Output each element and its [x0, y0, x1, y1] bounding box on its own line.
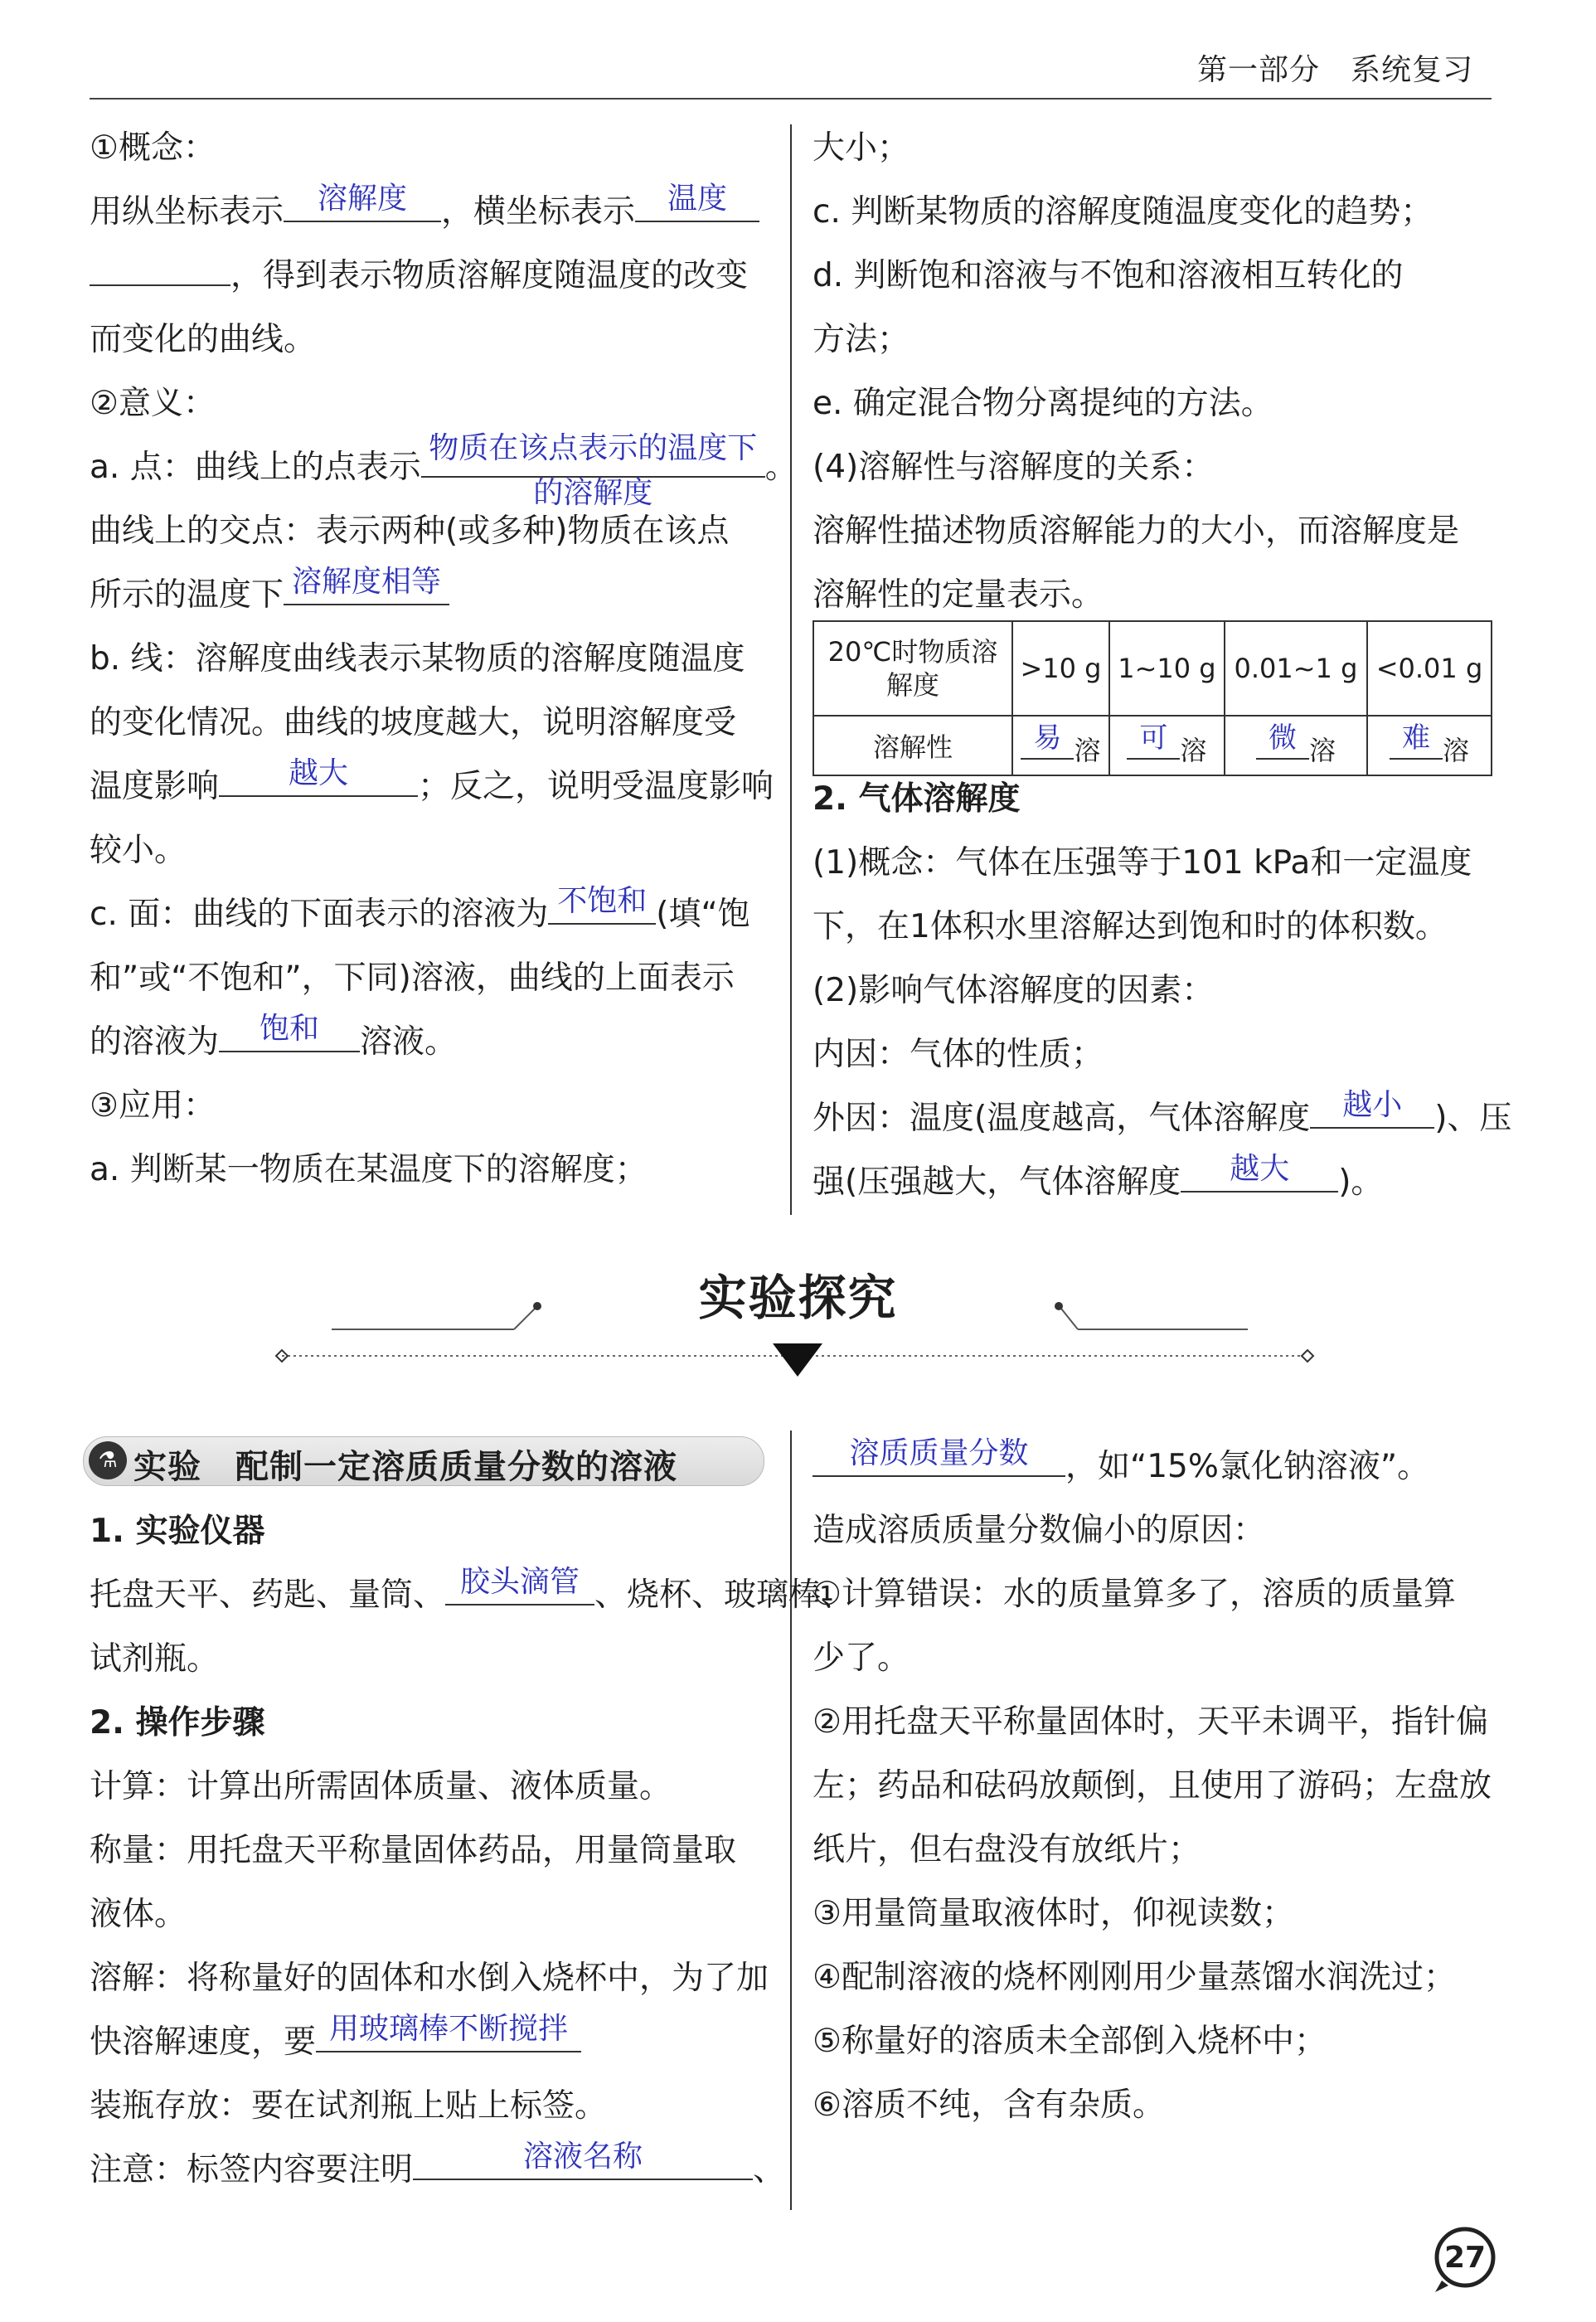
table-cell: <0.01 g	[1367, 621, 1492, 716]
gas-line-5: 外因：温度(温度越高，气体溶解度 越小 )、压	[813, 1088, 1512, 1137]
gas-title: 2. 气体溶解度	[813, 780, 1021, 818]
table-cell: 微 溶	[1225, 716, 1367, 775]
face-line-3: 的溶液为 饱和 溶液。	[90, 1012, 458, 1061]
right-line-4: 方法；	[813, 321, 910, 358]
cause-3: ③用量筒量取液体时，仰视读数；	[813, 1895, 1294, 1932]
table-row-label: 溶解性	[813, 716, 1012, 775]
fraction-line: 溶质质量分数 ，如“15%氯化钠溶液”。	[813, 1435, 1497, 1499]
answer-blank-stir[interactable]: 用玻璃棒不断搅拌	[316, 2014, 581, 2052]
table-cell: 可 溶	[1109, 716, 1225, 775]
right-line-2: c. 判断某物质的溶解度随温度变化的趋势；	[813, 193, 1433, 231]
right-line-6: (4)溶解性与溶解度的关系：	[813, 449, 1215, 486]
line-section-1: b. 线：溶解度曲线表示某物质的溶解度随温度	[90, 640, 745, 678]
solubility-table	[813, 620, 1492, 776]
cause-1a: ①计算错误：水的质量算多了，溶质的质量算	[813, 1576, 1456, 1613]
gas-section	[813, 767, 1512, 1214]
bottom-left-column	[90, 1499, 854, 2202]
cause-4: ④配制溶液的烧杯刚刚用少量蒸馏水润洗过；	[813, 1959, 1456, 1996]
cross-line-2: 所示的温度下 溶解度相等	[90, 563, 769, 627]
table-row	[813, 621, 1492, 716]
answer-blank-soluble[interactable]: 可	[1127, 723, 1180, 760]
cause-6: ⑥溶质不纯，含有杂质。	[813, 2086, 1165, 2124]
cause-2c: 纸片，但右盘没有放纸片；	[813, 1831, 1201, 1868]
instruments-line-1: 托盘天平、药匙、量筒、 胶头滴管 、烧杯、玻璃棒、	[90, 1565, 854, 1614]
concept-line-2: ，得到表示物质溶解度随温度的改变	[90, 244, 769, 308]
application-a: a. 判断某一物质在某温度下的溶解度；	[90, 1151, 648, 1188]
continued-blank	[90, 248, 230, 286]
line-section-4: 较小。	[90, 832, 187, 869]
cross-line-1: 曲线上的交点：表示两种(或多种)物质在该点	[90, 512, 730, 550]
step-dissolve-2: 快溶解速度，要 用玻璃棒不断搅拌	[90, 2010, 769, 2074]
answer-blank-solubility[interactable]: 溶解度	[284, 184, 441, 222]
instruments-line-2: 试剂瓶。	[90, 1640, 220, 1678]
application-label: ③应用：	[90, 1087, 216, 1125]
step-calculate: 计算：计算出所需固体质量、液体质量。	[90, 1768, 672, 1805]
gas-line-4: 内因：气体的性质；	[813, 1036, 1104, 1073]
table-cell: 易 溶	[1012, 716, 1109, 775]
table-cell: 0.01~1 g	[1225, 621, 1367, 716]
answer-blank-gas-temp[interactable]: 越小	[1310, 1091, 1434, 1129]
table-cell: 难 溶	[1367, 716, 1492, 775]
top-right-column	[813, 116, 1497, 627]
gas-line-2: 下，在1体积水里溶解达到饱和时的体积数。	[813, 908, 1448, 945]
experiment-title-bar	[83, 1436, 764, 1486]
top-left-column	[90, 116, 798, 1202]
answer-blank-saturated[interactable]: 饱和	[219, 1014, 360, 1052]
answer-blank-cross[interactable]: 溶解度相等	[284, 567, 449, 605]
cause-2b: 左；药品和砝码放颠倒，且使用了游码；左盘放	[813, 1767, 1492, 1805]
point-line: a. 点：曲线上的点表示 物质在该点表示的温度下的溶解度 。	[90, 431, 798, 510]
answer-blank-dropper[interactable]: 胶头滴管	[445, 1567, 594, 1605]
step-store: 装瓶存放：要在试剂瓶上贴上标签。	[90, 2087, 608, 2125]
step-weigh-2: 液体。	[90, 1896, 187, 1933]
answer-blank-point[interactable]: 物质在该点表示的温度下的溶解度	[421, 440, 765, 478]
answer-blank-solution-name[interactable]: 溶液名称	[413, 2142, 753, 2180]
face-line-2: 和”或“不饱和”，下同)溶液，曲线的上面表示	[90, 959, 735, 997]
gas-line-3: (2)影响气体溶解度的因素：	[813, 972, 1215, 1009]
page-number-badge	[1430, 2222, 1497, 2289]
answer-blank-gas-pressure[interactable]: 越大	[1181, 1154, 1338, 1193]
step-dissolve-1: 溶解：将称量好的固体和水倒入烧杯中，为了加	[90, 1960, 769, 1997]
column-divider-bottom	[790, 1431, 792, 2210]
section-2-title: 2. 操作步骤	[90, 1704, 265, 1742]
concept-line-3: 而变化的曲线。	[90, 321, 317, 358]
gas-line-1: (1)概念：气体在压强等于101 kPa和一定温度	[813, 844, 1472, 882]
header-rule	[90, 98, 1492, 100]
column-divider-top	[790, 124, 792, 1215]
right-line-1: 大小；	[813, 129, 910, 167]
meaning-label: ②意义：	[90, 385, 216, 422]
right-line-3: d. 判断饱和溶液与不饱和溶液相互转化的	[813, 257, 1404, 294]
experiment-title: 实验 配制一定溶质质量分数的溶液	[133, 1448, 677, 1486]
answer-blank-unsaturated[interactable]: 不饱和	[548, 887, 656, 925]
concept-label: ①概念：	[90, 129, 216, 167]
answer-blank-slope[interactable]: 越大	[219, 759, 418, 797]
answer-blank-temperature[interactable]: 温度	[635, 184, 759, 222]
line-section-3: 温度影响 越大 ；反之，说明受温度影响	[90, 756, 774, 805]
cause-1b: 少了。	[813, 1639, 910, 1677]
answer-blank-insoluble[interactable]: 难	[1390, 723, 1443, 760]
cause-5: ⑤称量好的溶质未全部倒入烧杯中；	[813, 2023, 1327, 2060]
step-weigh-1: 称量：用托盘天平称量固体药品，用量筒量取	[90, 1832, 737, 1869]
table-cell: >10 g	[1012, 621, 1109, 716]
face-line-1: c. 面：曲线的下面表示的溶液为 不饱和 (填“饱	[90, 884, 750, 933]
gas-line-6: 强(压强越大，气体溶解度 越大 )。	[813, 1152, 1384, 1201]
cause-2a: ②用托盘天平称量固体时，天平未调平，指针偏	[813, 1703, 1488, 1741]
cause-title: 造成溶质质量分数偏小的原因：	[813, 1512, 1266, 1549]
page-number: 27	[1443, 2241, 1487, 2275]
line-section-2: 的变化情况。曲线的坡度越大，说明溶解度受	[90, 704, 737, 741]
flask-icon: ⚗	[89, 1441, 127, 1479]
bottom-right-column	[813, 1435, 1497, 2137]
right-line-5: e. 确定混合物分离提纯的方法。	[813, 385, 1273, 422]
table-header-cell: 20℃时物质溶解度	[813, 621, 1012, 716]
header-section-label: 第一部分 系统复习	[1196, 53, 1473, 87]
concept-line-1: 用纵坐标表示 溶解度 ，横坐标表示 温度	[90, 180, 769, 244]
right-line-8: 溶解性的定量表示。	[813, 576, 1104, 614]
banner-title: 实验探究	[698, 1270, 898, 1326]
right-line-7: 溶解性描述物质溶解能力的大小，而溶解度是	[813, 512, 1460, 550]
table-cell: 1~10 g	[1109, 621, 1225, 716]
answer-blank-easy[interactable]: 易	[1021, 723, 1074, 760]
answer-blank-mass-fraction[interactable]: 溶质质量分数	[813, 1439, 1065, 1477]
note-line: 注意：标签内容要注明 溶液名称 、	[90, 2140, 786, 2188]
answer-blank-slightly[interactable]: 微	[1256, 723, 1309, 760]
section-1-title: 1. 实验仪器	[90, 1513, 265, 1550]
